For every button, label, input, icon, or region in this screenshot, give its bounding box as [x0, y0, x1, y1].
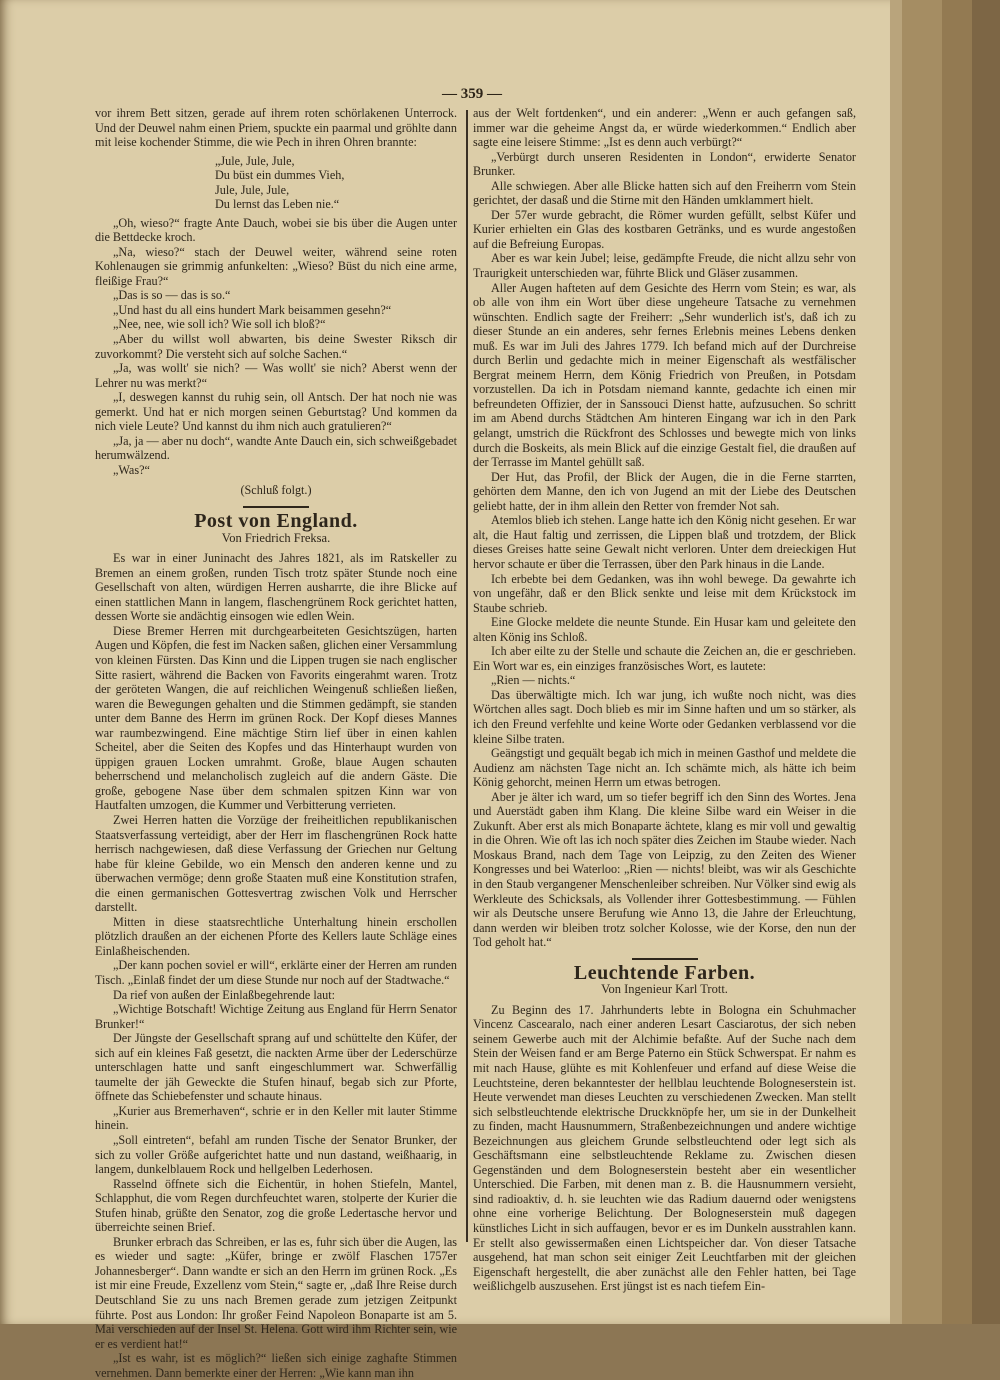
article-title: Post von England. [194, 510, 358, 533]
verse-line: „Jule, Jule, Jule, [215, 153, 295, 168]
verse-line: Du büst ein dummes Vieh, [215, 168, 345, 183]
book-edge [902, 0, 942, 1324]
article-byline: Von Friedrich Freksa. [221, 530, 331, 545]
article-paragraph: Rasselnd öffnete sich die Eichentür, in hohen Stiefeln, Mantel, Schlapphut, die vom Regen durchfeuchtet waren, stolperte der Kurier die Stufen hinab, grüßte den Senator, zog die große Ledertasche hervor und überreichte seinen Brief. [95, 1176, 457, 1235]
article-paragraph: „Der kann pochen soviel er will“, erklärte einer der Herren am runden Tisch. „Einlaß findet der um diese Stunde nur noch auf der Stadtwache.“ [95, 958, 457, 987]
article-paragraph: Der Jüngste der Gesellschaft sprang auf und schüttelte den Küfer, der sich auf ein kleines Faß gesetzt, die nackten Arme über der Lederschürze unterschlagen hatte und sanft eingeschlummert war. Schwerfällig taumelte der jäh Geweckte die Stufen hinauf, begab sich zur Pforte, öffnete das Schiebefenster und schaute hinaus. [95, 1031, 457, 1104]
article-paragraph: Das überwältigte mich. Ich war jung, ich wußte noch nicht, was dies Wörtchen alles sagt. Doch blieb es mir im Sinne haften und um so stärker, als ich den Freund verfehlte und keine Worte oder Gedanken verblassend vor die kleine Silbe traten. [473, 687, 856, 746]
verse-line: Jule, Jule, Jule, [215, 182, 290, 197]
article-paragraph: „Verbürgt durch unseren Residenten in London“, erwiderte Senator Brunker. [473, 149, 856, 179]
article-paragraph: Der Hut, das Profil, der Blick der Augen, die in die Ferne starrten, gehörten dem Manne, den ich von Jugend an mit der Liebe des Deutschen geliebt hatte, der in ihm allein den Retter von fremder Not sah. [473, 469, 856, 513]
story-paragraph: „Das is so — das is so.“ [113, 288, 231, 303]
article-byline: Von Ingenieur Karl Trott. [601, 982, 728, 997]
book-edge [942, 0, 972, 1324]
book-edge [890, 0, 902, 1324]
article-paragraph: Da rief von außen der Einlaßbegehrende laut: [113, 987, 335, 1002]
story-paragraph: „Oh, wieso?“ fragte Ante Dauch, wobei sie bis über die Augen unter die Bettdecke kroch. [95, 215, 457, 245]
left-column [95, 106, 457, 1380]
article-paragraph: Ich aber eilte zu der Stelle und schaute die Zeichen an, die er geschrieben. Ein Wort war es, ein einziges französisches Wort, es lautete: [473, 644, 856, 673]
article-paragraph: „Soll eintreten“, befahl am runden Tische der Senator Brunker, der sich zu voller Größe aufgerichtet hatte und nun dastand, weißhaarig, in langem, dunkelblauem Rock und hellgelben Lederhosen. [95, 1133, 457, 1177]
article-paragraph: Diese Bremer Herren mit durchgearbeiteten Gesichtszügen, harten Augen und Köpfen, die fest im Nacken saßen, glichen einer Versammlung von kleinen Fürsten. Das Kinn und die Lippen trugen sie nach englischer Sitte rasiert, während die Backen von Favorits eingerahmt waren. Trotz der geröteten Wangen, die auf reichlichen Weingenuß schließen ließen, waren die Bewegungen gehalten und die Stimmen gedämpft, sie standen unter dem Banne des Herrn im grünen Rock. Der Kopf dieses Mannes war raumbezwingend. Eine mächtige Stirn lief über in einen kahlen Scheitel, aber die Seiten des Kopfes und das Hinterhaupt wurden von üppigen grauen Locken umrahmt. Große, blaue Augen schauten beherrschend und melancholisch zugleich auf die andern Gäste. Die große, gebogene Nase über dem schmalen spitzen Kinn war von Hautfalten umzogen, die Kummer und Verbitterung verrieten. [95, 623, 457, 813]
article-paragraph: Atemlos blieb ich stehen. Lange hatte ich den König nicht gesehen. Er war alt, die Haut faltig und zerrissen, die Lippen blaß und trotzdem, der Blick dieses Greises hatte seine Gewalt nicht verloren. Unter dem dreieckigen Hut hervor schaute er über die Terrassen, über den Park hinaus in die Lande. [473, 513, 856, 571]
article-paragraph: „Ist es wahr, ist es möglich?“ ließen sich einige zaghafte Stimmen vernehmen. Dann bemerkte einer der Herren: „Wie kann man ihn [95, 1351, 457, 1380]
continued-note: (Schluß folgt.) [240, 483, 312, 498]
story-paragraph: „Aber du willst woll abwarten, bis deine Swester Riksch dir zuvorkommt? Die versteht sich auf solche Sachen.“ [95, 332, 457, 361]
article-paragraph: Alle schwiegen. Aber alle Blicke hatten sich auf den Freiherrn vom Stein gerichtet, der dasaß und die Stirne mit den Händen umklammert hielt. [473, 178, 856, 208]
story-paragraph: „Na, wieso?“ stach der Deuwel weiter, während seine roten Kohlenaugen sie grimmig anfunkelten: „Wieso? Büst du nich eine arme, fleißige Frau?“ [95, 244, 457, 288]
story-paragraph: vor ihrem Bett sitzen, gerade auf ihrem roten schörlakenen Unterrock. Und der Deuwel nahm einen Priem, spuckte ein paarmal und gröhlte dann mit leise kochender Stimme, die wie Pech in ihren Ohren brannte: [95, 106, 457, 150]
article-paragraph: „Wichtige Botschaft! Wichtige Zeitung aus England für Herrn Senator Brunker!“ [95, 1002, 457, 1031]
page-number: — 359 — [442, 86, 502, 102]
article-paragraph: Geängstigt und gequält begab ich mich in meinen Gasthof und meldete die Audienz am nächsten Tage nicht an. Ich schämte mich, als hätte ich beim König gehorcht, meinen Herrn um etwas betrogen. [473, 746, 856, 790]
article-paragraph: Brunker erbrach das Schreiben, er las es, fuhr sich über die Augen, las es wieder und sagte: „Küfer, bringe er zwölf Flaschen 1757er Johannesberger“. Dann wandte er sich an den Herrn im grünen Rock. „Es ist mir eine Freude, Exzellenz vom Stein,“ sagte er, „daß Ihre Reise durch Deutschland Sie zu uns nach Bremen gerade zum jetzigen Zeitpunkt führte. Post aus London: Ihr großer Feind Napoleon Bonaparte ist am 5. Mai verschieden auf der Insel St. Helena. Gott wird ihm Richter sein, wie er es verdient hat!“ [95, 1234, 457, 1351]
article-paragraph: Mitten in diese staatsrechtliche Unterhaltung hinein erschollen plötzlich draußen an der eichenen Pforte des Kellers laute Schläge eines Einlaßheischenden. [95, 914, 457, 958]
separator-rule [243, 506, 309, 508]
verse-line: Du lernst das Leben nie.“ [215, 197, 340, 212]
separator-rule [632, 958, 698, 960]
article-paragraph: „Kurier aus Bremerhaven“, schrie er in den Keller mit lauter Stimme hinein. [95, 1103, 457, 1133]
right-column [473, 106, 856, 1294]
article-paragraph: „Rien — nichts.“ [491, 673, 576, 688]
article-paragraph: Der 57er wurde gebracht, die Römer wurden gefüllt, selbst Küfer und Kurier erhielten ein Glas des kostbaren Getränks, und es wurde angestoßen auf die Befreiung Europas. [473, 207, 856, 251]
story-paragraph: „Was?“ [113, 462, 150, 477]
story-paragraph: „Ja, was wollt' sie nich? — Was wollt' sie nich? Aberst wenn der Lehrer nu was merkt?“ [95, 361, 457, 390]
book-edge [972, 0, 1000, 1324]
article-paragraph: Eine Glocke meldete die neunte Stunde. Ein Husar kam und geleitete den alten König ins Schloß. [473, 615, 856, 644]
story-paragraph: „I, deswegen kannst du ruhig sein, oll Antsch. Der hat noch nie was gemerkt. Und hat er nich morgen seinen Geburtstag? Und kommen da nich viele Leute? Und kannst du ihm nich auch gratulieren?“ [95, 390, 457, 434]
article-paragraph: aus der Welt fortdenken“, und ein anderer: „Wenn er auch gefangen saß, immer war die geheime Angst da, er würde wiederkommen.“ Endlich aber sagte eine leisere Stimme: „Ist es denn auch verbürgt?“ [473, 106, 856, 150]
story-paragraph: „Und hast du all eins hundert Mark beisammen gesehn?“ [113, 302, 392, 317]
article-paragraph: Aller Augen hafteten auf dem Gesichte des Herrn vom Stein; es war, als ob alle von ihm ein Wort über diese ungeheure Tatsache zu vernehmen wünschten. Endlich sagte der Freiherr: „Sehr wunderlich ist's, daß ich zu dieser Stunde an ein anderes, sehr fernes Erlebnis meines Lebens denken muß. Es war im Juli des Jahres 1779. Ich befand mich auf der Durchreise durch Berlin und gedachte mich in meiner Eigenschaft als westfälischer Bergrat meinem Herrn, dem König Friedrich von Preußen, in Potsdam vorzustellen. Da ich in Potsdam niemand kannte, gedachte ich einen mir befreundeten Offizier, der in Sanssouci Dienst hatte, aufzusuchen. So schritt im am Abend durchs Städtchen Am hinteren Eingang war ich in den Park gelangt, umstrich die Rückfront des Schlosses und bewegte mich von links durch die Boskeits, als mein Blick auf die einzige Gestalt fiel, die draußen auf der Terrasse im Mantel gehüllt saß. [473, 280, 856, 470]
article-paragraph: Aber je älter ich ward, um so tiefer begriff ich den Sinn des Wortes. Jena und Auerstädt gaben ihm Klang. Die kleine Silbe ward ein Weiser in die Zukunft. Aber erst als mich Bonaparte ächtete, klang es mir voll und gewaltig in die Ohren. Wie oft las ich noch später dies Zeichen im Staube wieder. Nach Moskaus Brand, nach dem Tage von Leipzig, zu den Zeiten des Wiener Kongresses und bei Waterloo: „Rien — nichts! bleibt, was wir als Geschichte in den Staub vergangener Menschenleiber schreiben. Nur Völker sind ewig als Werkleute des Schicksals, als Vollender ihrer Gottesbestimmung. — Fühlen wir als Deutsche unsere Berufung wie Anno 13, die Jahre der Erleuchtung, dann werden wir bleiben trotz solcher Kolosse, wie der Korse, den nun der Tod geholt hat.“ [473, 789, 857, 950]
article-paragraph: Zwei Herren hatten die Vorzüge der freiheitlichen republikanischen Staatsverfassung verteidigt, aber der Herr im flaschengrünen Rock hatte herrisch nachgewiesen, daß diese Verfassung der Griechen nur Geltung habe für kleine Gebilde, wo ein Mensch den anderen kenne und zu überwachen vermöge; denn große Staaten muß eine Konstitution strafen, die einen germanischen Gottesvertrag zwischen Volk und Herrscher darstellt. [95, 812, 457, 915]
article-paragraph: Es war in einer Juninacht des Jahres 1821, als im Ratskeller zu Bremen an einem großen, runden Tisch trotz später Stunde noch eine Gesellschaft von alten, würdigen Herren ausharrte, die ihre Blicke auf einen stattlichen Mann in langem, flaschengrünem Rock gerichtet hatten, dessen Worte sie andächtig einsogen wie edlen Wein. [95, 551, 457, 624]
column-divider [466, 110, 468, 1242]
article-paragraph: Aber es war kein Jubel; leise, gedämpfte Freude, die nicht allzu sehr von Traurigkeit unterschieden war, führte Blick und Gläser zusammen. [473, 251, 856, 281]
verse [215, 154, 457, 212]
article-paragraph: Zu Beginn des 17. Jahrhunderts lebte in Bologna ein Schuhmacher Vincenz Cascearalo, nach einer anderen Lesart Casciarotus, der sich neben seinem Gewerbe auch mit der Alchimie befaßte. Auf der Suche nach dem Stein der Weisen fand er am Berge Paterno ein Stück Schwerspat. Er nahm es mit nach Hause, glühte es mit Kohlenfeuer und erfand auf diese Weise die Leuchtsteine, deren bekanntester der hellblau leuchtende Bologneserstein ist. Heute verwendet man dieses Leuchten zu verschiedenen Zwecken. Man stellt sich selbstleuchtende elektrische Druckknöpfe her, um sie in der Dunkelheit zu finden, macht Hausnummern, Straßenbezeichnungen und andere wichtige Bezeichnungen aus gleichem Grunde selbstleuchtend oder legt sich als Geschäftsmann eine selbstleuchtende Reklame zu. Zwischen diesen Gegenständen und dem Bologneserstein besteht aber ein wesentlicher Unterschied. Die Farben, mit denen man z. B. die Hausnummern versieht, sind radioaktiv, d. h. sie leuchten wie das Radium dauernd oder wenigstens ohne eine vorherige Belichtung. Der Bologneserstein muß dagegen künstliches Licht in sich auffaugen, bevor er es im Dunkeln ausstrahlen kann. Er stellt also gewissermaßen einen Lichtspeicher dar. Von dieser Tatsache ausgehend, hat man schon seit einiger Zeit Leuchtfarben mit der gleichen Eigenschaft hergestellt, die aber zunächst alle den Fehler hatten, bei Tage weißlichgelb auszusehen. Erst jüngst ist es nach tiefem Ein- [473, 1002, 856, 1294]
story-paragraph: „Ja, ja — aber nu doch“, wandte Ante Dauch ein, sich schweißgebadet herumwälzend. [95, 433, 457, 463]
story-paragraph: „Nee, nee, wie soll ich? Wie soll ich bloß?“ [113, 317, 326, 332]
article-title: Leuchtende Farben. [573, 961, 756, 984]
article-paragraph: Ich erbebte bei dem Gedanken, was ihn wohl bewege. Da gewahrte ich von ungefähr, daß er den Blick senkte und leise mit dem Krückstock im Staube schrieb. [473, 571, 856, 615]
